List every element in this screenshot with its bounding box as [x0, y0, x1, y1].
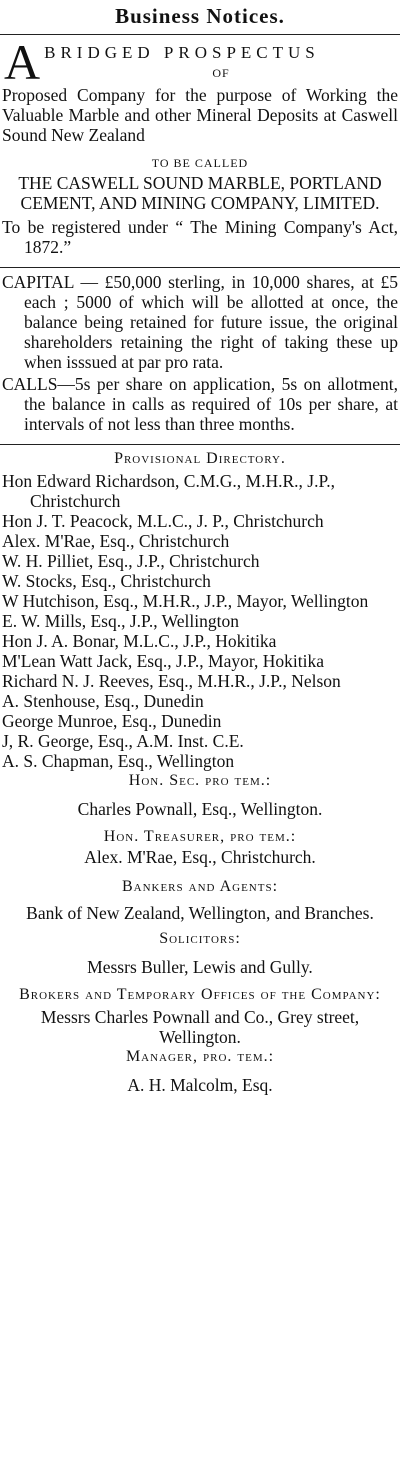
director-entry: W. Stocks, Esq., Christchurch [2, 571, 211, 591]
of-word: OF [212, 66, 230, 80]
registration-note: To be registered under “ The Mining Company's Act, 1872.” [2, 217, 398, 257]
director-entry: M'Lean Watt Jack, Esq., J.P., Mayor, Hokitika [2, 651, 324, 671]
officers-block [0, 771, 400, 1095]
capital-terms: CAPITAL — £50,000 sterling, in 10,000 shares, at £5 each ; 5000 of which will be allotted at once, the balance being retained for future issue, the original shareholders retaining the right of taking these up when isssued at par pro rata. [2, 272, 398, 372]
director-entry: Hon J. T. Peacock, M.L.C., J. P., Christchurch [2, 511, 324, 531]
manager-name: A. H. Malcolm, Esq. [127, 1075, 273, 1095]
terms-block [0, 272, 400, 434]
prospectus-heading-text: BRIDGED PROSPECTUS [44, 43, 320, 62]
directory-heading: Provisional Directory. [114, 450, 286, 467]
director-entry: Hon J. A. Bonar, M.L.C., J.P., Hokitika [2, 631, 277, 651]
director-entry: Richard N. J. Reeves, Esq., M.H.R., J.P., Nelson [2, 671, 341, 691]
to-be-called: TO BE CALLED [151, 156, 249, 170]
treasurer-name: Alex. M'Rae, Esq., Christchurch. [84, 847, 316, 867]
solicitors-name: Messrs Buller, Lewis and Gully. [87, 957, 313, 977]
director-entry: A. S. Chapman, Esq., Wellington [2, 751, 235, 771]
prospectus-heading [2, 34, 398, 90]
company-name: THE CASWELL SOUND MARBLE, PORTLAND CEMENT, AND MINING COMPANY, LIMITED. [18, 173, 382, 213]
director-entry: W Hutchison, Esq., M.H.R., J.P., Mayor, Wellington [2, 591, 369, 611]
director-entry: Alex. M'Rae, Esq., Christchurch [2, 531, 230, 551]
directory-block [0, 449, 400, 771]
director-entry: W. H. Pilliet, Esq., J.P., Christchurch [2, 551, 260, 571]
brokers-heading: Brokers and Temporary Offices of the Company: [19, 986, 381, 1003]
prospectus-block [0, 34, 400, 257]
manager-heading: Manager, pro. tem.: [125, 1048, 275, 1065]
director-entry: A. Stenhouse, Esq., Dunedin [2, 691, 204, 711]
section-title: Business Notices. [115, 4, 285, 28]
treasurer-heading: Hon. Treasurer, pro tem.: [103, 828, 297, 845]
hon-sec-heading: Hon. Sec. pro tem.: [128, 772, 272, 789]
divider-1 [0, 267, 400, 268]
director-entry: Hon Edward Richardson, C.M.G., M.H.R., J.P., Christchurch [2, 471, 335, 511]
solicitors-heading: Solicitors: [159, 930, 241, 947]
director-entry: E. W. Mills, Esq., J.P., Wellington [2, 611, 239, 631]
divider-2 [0, 444, 400, 445]
director-entry: J, R. George, Esq., A.M. Inst. C.E. [2, 731, 244, 751]
drop-cap: A [4, 34, 41, 90]
title-rule [0, 34, 400, 35]
calls-terms: CALLS—5s per share on application, 5s on allotment, the balance in calls as required of 10s per share, at intervals of not less than three months. [2, 374, 398, 434]
bankers-name: Bank of New Zealand, Wellington, and Branches. [26, 903, 374, 923]
bankers-heading: Bankers and Agents: [121, 878, 279, 895]
brokers-name: Messrs Charles Pownall and Co., Grey street, Wellington. [40, 1007, 360, 1047]
director-entry: George Munroe, Esq., Dunedin [2, 711, 222, 731]
hon-sec-name: Charles Pownall, Esq., Wellington. [77, 799, 323, 819]
company-purpose: Proposed Company for the purpose of Working the Valuable Marble and other Mineral Deposits at Caswell Sound New Zealand [2, 85, 398, 145]
